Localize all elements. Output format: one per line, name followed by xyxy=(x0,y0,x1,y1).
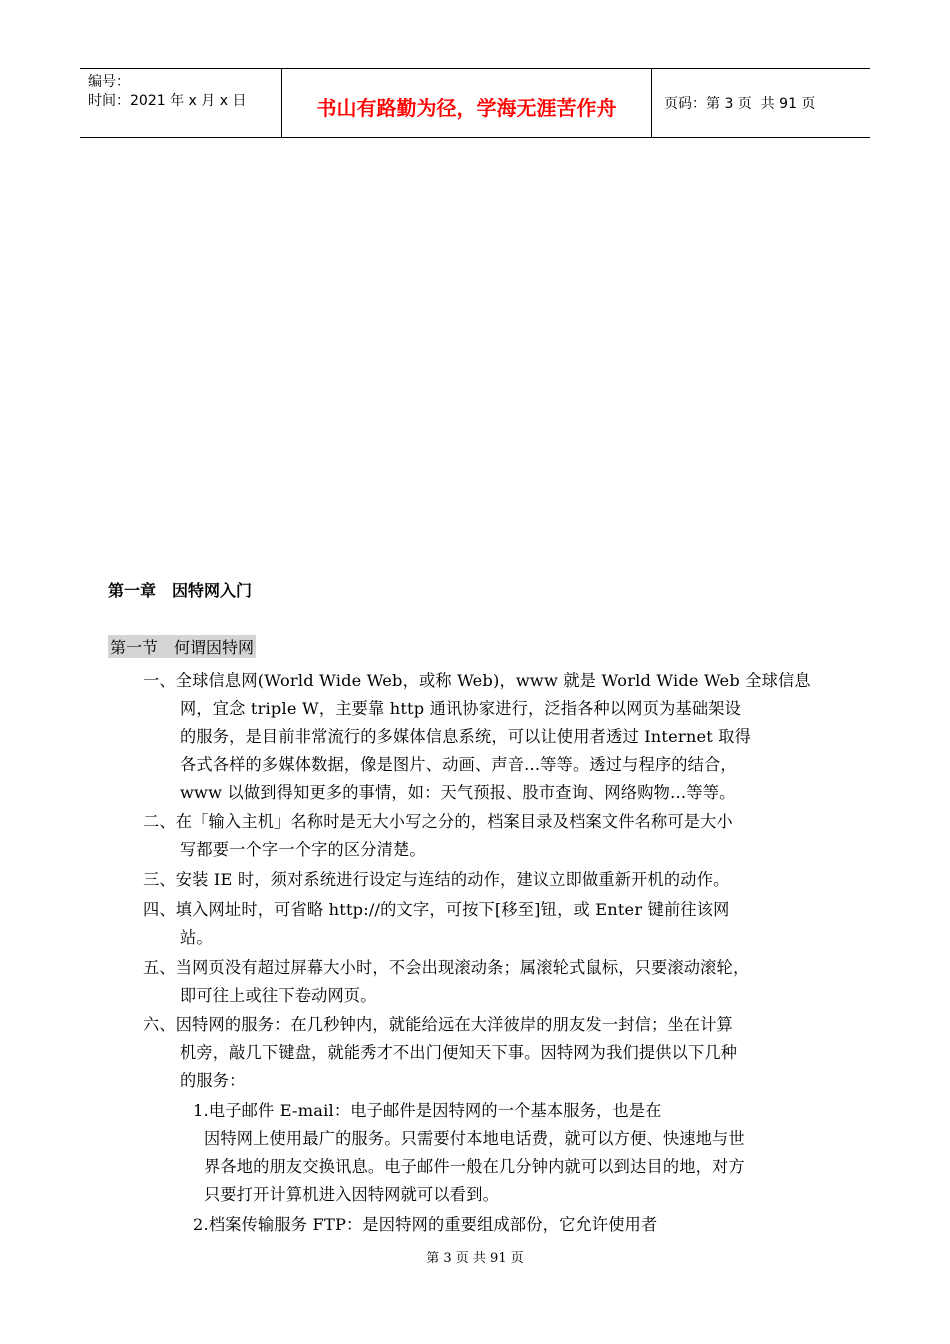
body-line: 二、在「输入主机」名称时是无大小写之分的，档案目录及档案文件名称可是大小 xyxy=(143,812,733,831)
document-date: 时间：2021 年 x 月 x 日 xyxy=(88,93,247,109)
body-line: 即可往上或往下卷动网页。 xyxy=(180,986,377,1005)
header-page-info xyxy=(652,69,870,137)
body-line: 三、安装 IE 时，须对系统进行设定与连结的动作，建议立即做重新开机的动作。 xyxy=(143,870,730,889)
body-line: 四、填入网址时，可省略 http://的文字，可按下[移至]钮，或 Enter 键前往该网 xyxy=(143,900,730,919)
page-info-text: 页码：第 3 页 共 91 页 xyxy=(664,96,816,112)
body-line: 机旁，敲几下键盘，就能秀才不出门便知天下事。因特网为我们提供以下几种 xyxy=(180,1043,738,1062)
body-line: 界各地的朋友交换讯息。电子邮件一般在几分钟内就可以到达目的地，对方 xyxy=(204,1157,745,1176)
body-line: 站。 xyxy=(180,928,213,947)
body-line: 各式各样的多媒体数据，像是图片、动画、声音...等等。透过与程序的结合， xyxy=(180,755,737,774)
page-footer: 第 3 页 共 91 页 xyxy=(426,1251,524,1266)
body-line: 网，宜念 triple W，主要靠 http 通讯协家进行，泛指各种以网页为基础架设 xyxy=(180,699,742,718)
section-title: 第一节 何谓因特网 xyxy=(108,635,256,658)
body-line: 只要打开计算机进入因特网就可以看到。 xyxy=(204,1185,499,1204)
body-line: 的服务： xyxy=(180,1071,246,1090)
header-meta xyxy=(80,69,282,137)
body-line: 2.档案传输服务 FTP：是因特网的重要组成部份，它允许使用者 xyxy=(193,1215,658,1234)
body-line: 写都要一个字一个字的区分清楚。 xyxy=(180,840,426,859)
body-line: 因特网上使用最广的服务。只需要付本地电话费，就可以方便、快速地与世 xyxy=(204,1129,745,1148)
header-motto: 书山有路勤为径，学海无涯苦作舟 xyxy=(282,69,652,137)
body-line: 的服务，是目前非常流行的多媒体信息系统，可以让使用者透过 Internet 取得 xyxy=(180,727,752,746)
document-number-label: 编号： xyxy=(88,74,130,90)
body-line: 1.电子邮件 E-mail：电子邮件是因特网的一个基本服务，也是在 xyxy=(193,1101,662,1120)
body-line: 五、当网页没有超过屏幕大小时，不会出现滚动条；属滚轮式鼠标，只要滚动滚轮， xyxy=(143,958,750,977)
page-header xyxy=(80,68,870,138)
body-line: 六、因特网的服务：在几秒钟内，就能给远在大洋彼岸的朋友发一封信；坐在计算 xyxy=(143,1015,733,1034)
body-line: www 以做到得知更多的事情，如：天气预报、股市查询、网络购物…等等。 xyxy=(180,783,736,802)
body-line: 一、全球信息网(World Wide Web，或称 Web)，www 就是 World Wide Web 全球信息 xyxy=(143,671,811,690)
chapter-title: 第一章 因特网入门 xyxy=(108,581,253,600)
